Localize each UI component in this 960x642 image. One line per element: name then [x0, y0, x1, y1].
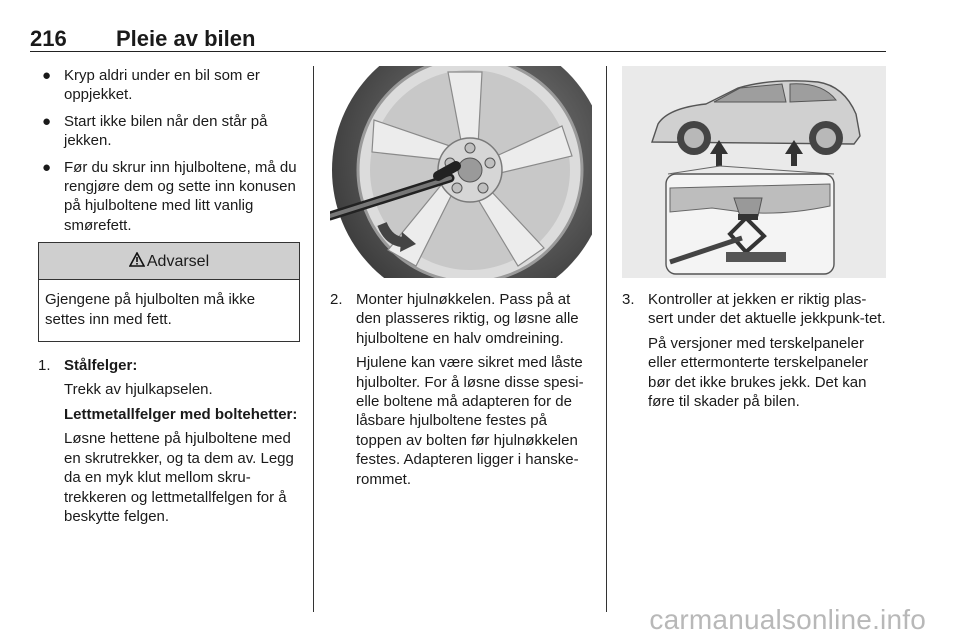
section-title: Pleie av bilen: [116, 26, 256, 51]
column-middle: [330, 66, 592, 489]
bullet-dot-icon: ●: [42, 158, 52, 176]
step-sublabel: Lettmetallfelger med boltehetter:: [64, 405, 298, 423]
step-text: Løsne hettene på hjulboltene med en skrutrekker, og ta dem av. Legg da en myk klut mellom skru-trekkeren og lettmetallfelgen for å beskytte felgen.: [64, 430, 294, 525]
bullet-dot-icon: ●: [42, 112, 52, 130]
column-right: [622, 66, 886, 411]
step-text: Monter hjulnøkkelen. Pass på at den plasseres riktig, og løsne alle hjulboltene en halv omdreining.: [356, 291, 579, 347]
step-text: Hjulene kan være sikret med låste hjulbolter. For å løsne disse spesi-elle boltene må adapteren for de låsbare hjulboltene festes på toppen av bolten før hjulnøkkelen festes. Adapteren ligger i hanske-rommet.: [356, 354, 584, 488]
step-3: [622, 290, 886, 411]
bullet-item: ● Start ikke bilen når den står på jekken.: [42, 112, 268, 150]
step-label: Stålfelger:: [64, 357, 138, 375]
watermark: carmanualsonline.info: [649, 604, 926, 635]
step-number: 2.: [330, 291, 343, 308]
page-number: 216: [30, 26, 67, 51]
column-divider: [606, 66, 607, 612]
step-text: Kontroller at jekken er riktig plas-sert under det aktuelle jekkpunk-tet.: [648, 291, 886, 328]
step-text: Trekk av hjulkapselen.: [64, 381, 213, 399]
step-1: [38, 356, 300, 526]
warning-text: Gjengene på hjulbolten må ikke settes inn med fett.: [45, 291, 256, 328]
step-number: 3.: [622, 291, 635, 308]
step-text: På versjoner med terskelpaneler eller ettermonterte terskelpaneler bør det ikke brukes jekk. Det kan føre til skader på bilen.: [648, 334, 869, 411]
column-divider: [313, 66, 314, 612]
wheel-wrench-illustration: [330, 66, 592, 278]
bullet-item: ● Før du skrur inn hjulboltene, må du rengjøre dem og sette inn konusen på hjulboltene med litt vanlig smørefett.: [42, 158, 297, 234]
bullet-dot-icon: ●: [42, 67, 52, 84]
bullet-item: ● Kryp aldri under en bil som er oppjekket.: [42, 67, 260, 104]
warning-triangle-icon: [129, 244, 145, 281]
step-number: 1.: [38, 357, 51, 375]
page-header: [30, 26, 886, 52]
column-left: [38, 66, 300, 526]
step-2: [330, 290, 592, 489]
warning-header: [39, 243, 299, 280]
car-jack-illustration: [622, 66, 886, 278]
warning-title: Advarsel: [146, 253, 210, 271]
warning-box: [38, 242, 300, 342]
